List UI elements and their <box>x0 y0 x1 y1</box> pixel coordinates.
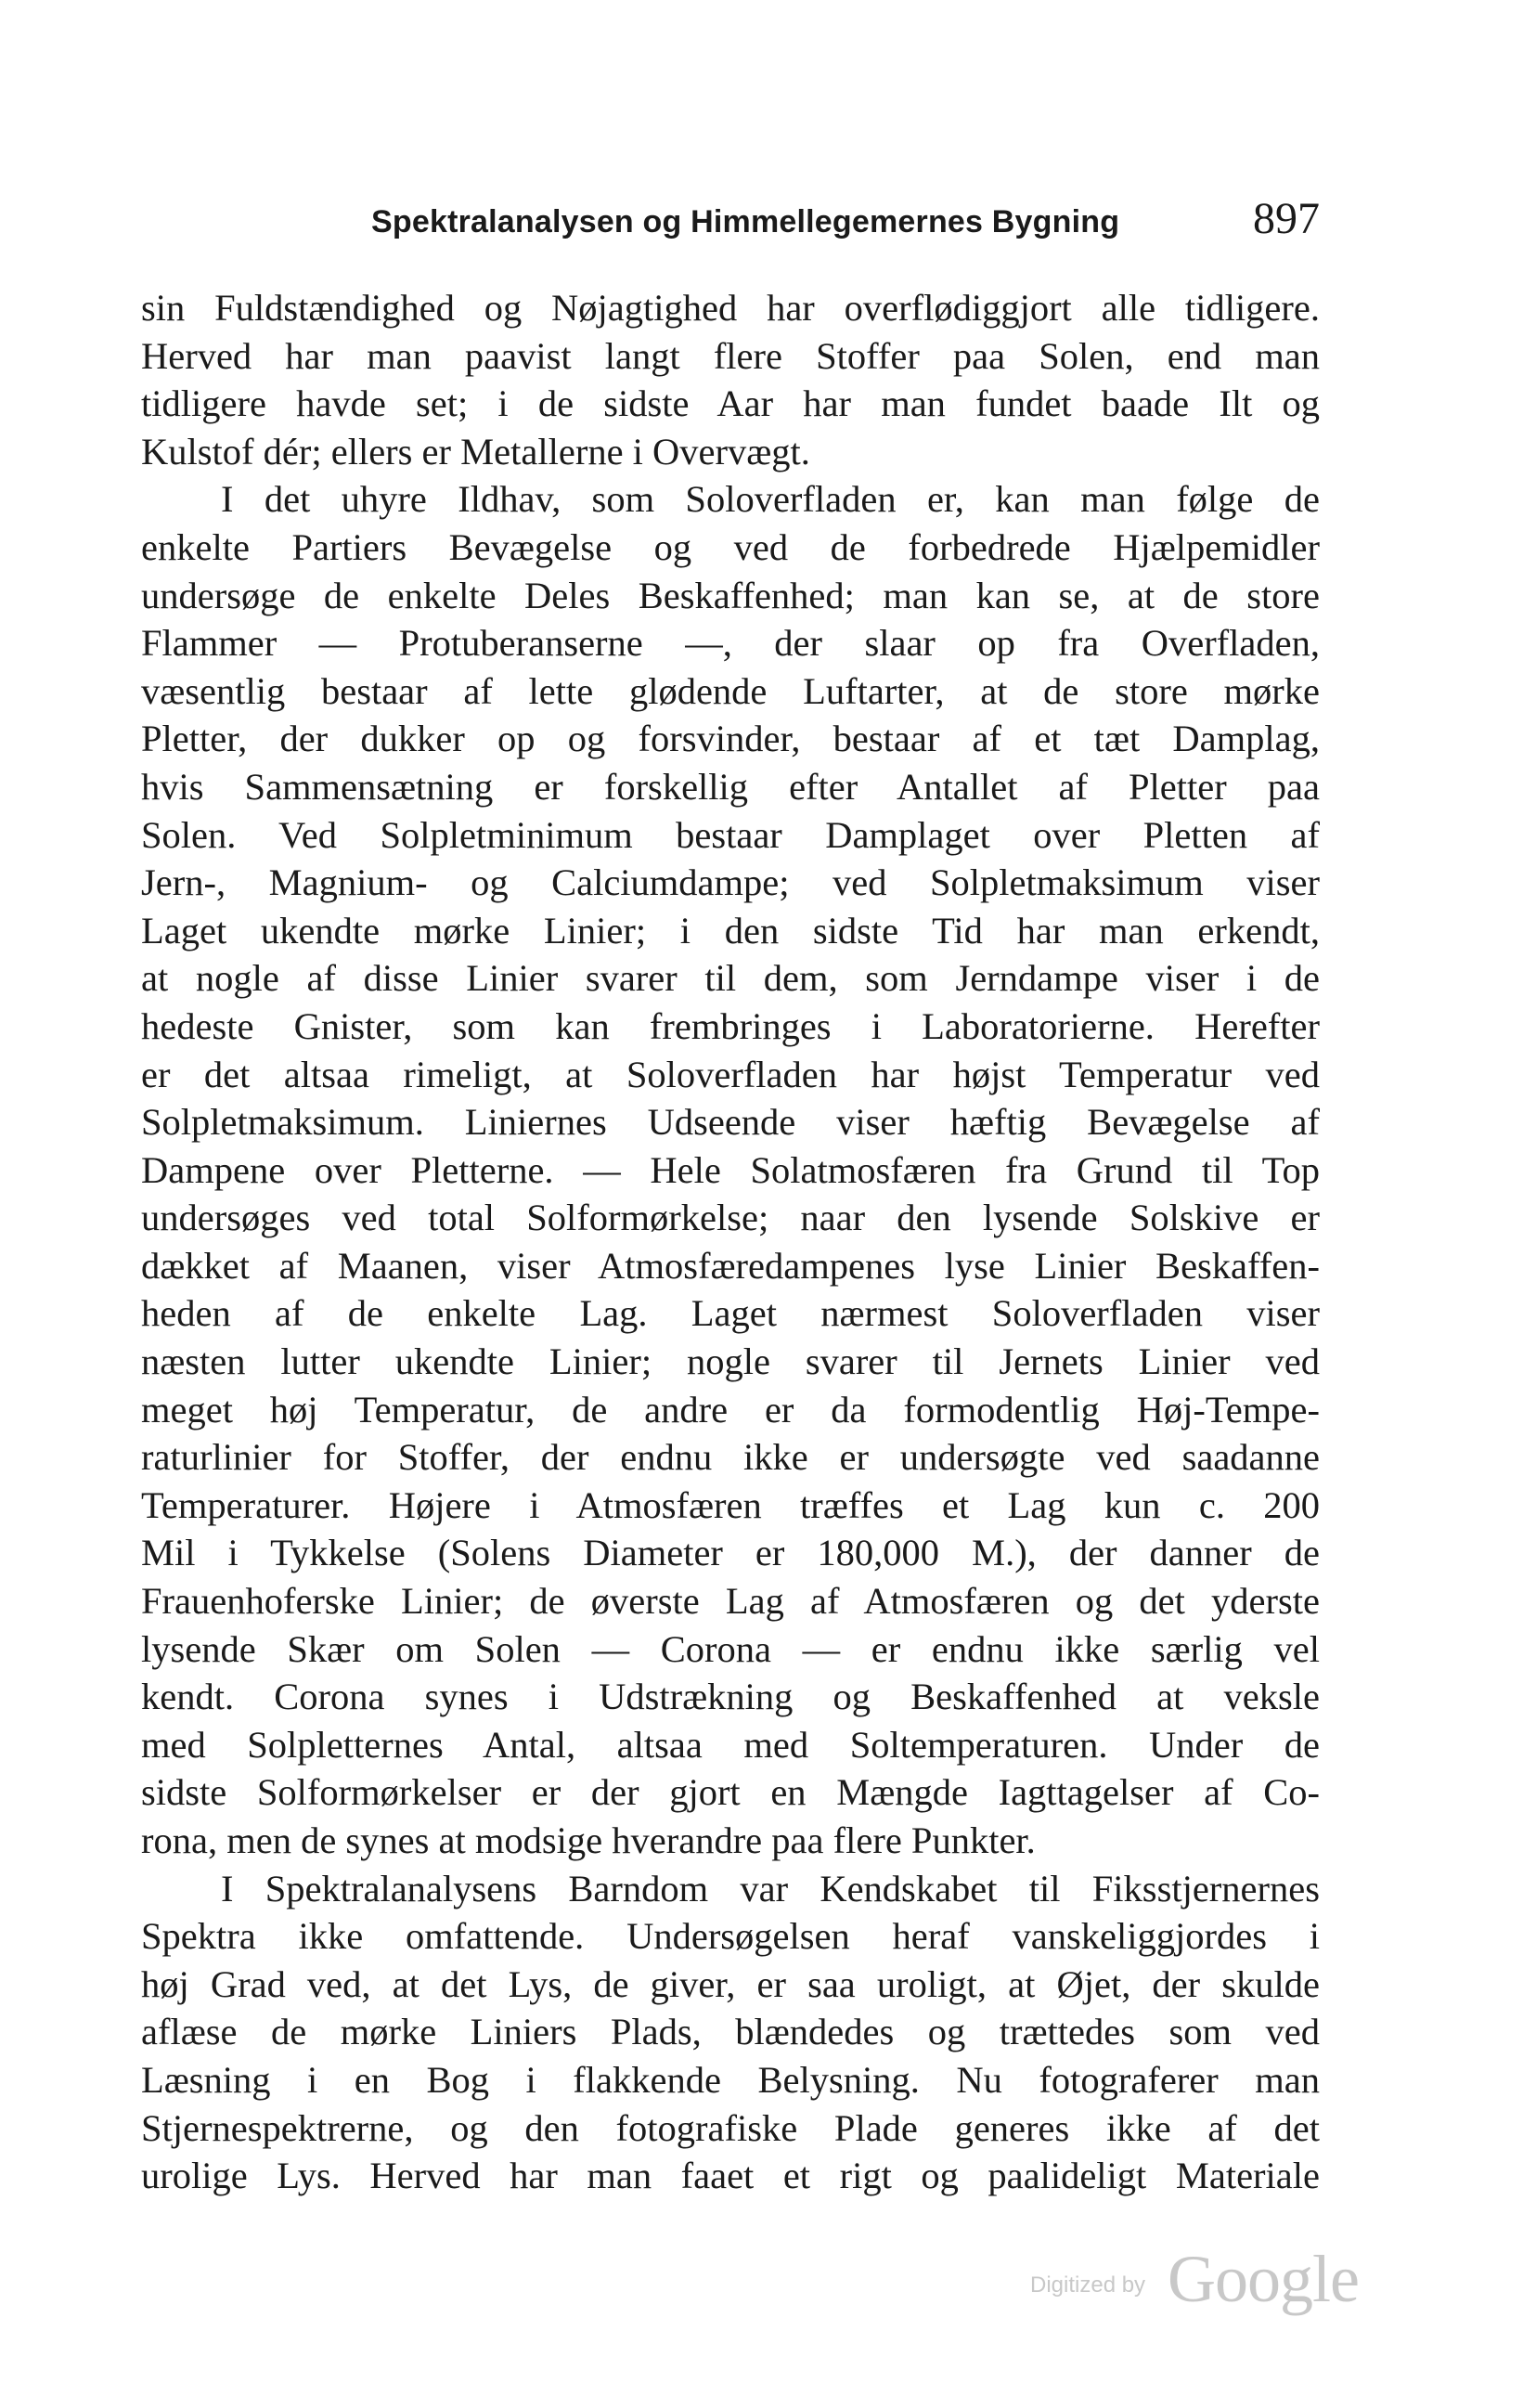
text-line: Solpletmaksimum. Liniernes Udseende viser hæftig Bevægelse af <box>141 1101 1320 1144</box>
text-line: Pletter, der dukker op og forsvinder, bestaar af et tæt Damplag, <box>141 718 1320 760</box>
running-title: Spektralanalysen og Himmellegemernes Bygning <box>371 204 1120 240</box>
text-line: hvis Sammensætning er forskellig efter Antallet af Pletter paa <box>141 765 1320 808</box>
text-line: Kulstof dér; ellers er Metallerne i Overvægt. <box>141 430 810 473</box>
text-line: væsentlig bestaar af lette glødende Luftarter, at de store mørke <box>141 669 1320 712</box>
text-line: kendt. Corona synes i Udstrækning og Beskaffenhed at veksle <box>141 1676 1320 1718</box>
text-line: hedeste Gnister, som kan frembringes i Laboratorierne. Herefter <box>141 1004 1320 1047</box>
text-line: Dampene over Pletterne. — Hele Solatmosfæren fra Grund til Top <box>141 1148 1320 1191</box>
text-line: sin Fuldstændighed og Nøjagtighed har overflødiggjort alle tidligere. <box>141 287 1320 329</box>
page-number: 897 <box>1253 194 1320 243</box>
text-line: meget høj Temperatur, de andre er da formodentlig Høj-Tempe- <box>141 1388 1320 1431</box>
text-line: Mil i Tykkelse (Solens Diameter er 180,000 M.), der danner de <box>141 1532 1320 1574</box>
text-line: heden af de enkelte Lag. Laget nærmest Soloverfladen viser <box>141 1292 1320 1335</box>
text-line: høj Grad ved, at det Lys, de giver, er saa uroligt, at Øjet, der skulde <box>141 1962 1320 2005</box>
text-line: næsten lutter ukendte Linier; nogle svarer til Jernets Linier ved <box>141 1340 1320 1383</box>
text-line: Laget ukendte mørke Linier; i den sidste Tid har man erkendt, <box>141 909 1320 952</box>
text-line: tidligere havde set; i de sidste Aar har man fundet baade Ilt og <box>141 382 1320 425</box>
paragraph-3 <box>141 1865 1320 2200</box>
paragraph-2 <box>141 475 1320 1864</box>
text-line: Solen. Ved Solpletminimum bestaar Damplaget over Pletten af <box>141 813 1320 856</box>
text-line: urolige Lys. Herved har man faaet et rigt og paalideligt Materiale <box>141 2155 1320 2197</box>
text-line: lysende Skær om Solen — Corona — er endnu ikke særlig vel <box>141 1627 1320 1670</box>
google-logo: Google <box>1168 2242 1359 2316</box>
text-line: Stjernespektrerne, og den fotografiske Plade generes ikke af det <box>141 2106 1320 2149</box>
text-line: Frauenhoferske Linier; de øverste Lag af Atmosfæren og det yderste <box>141 1580 1320 1623</box>
text-line: Spektra ikke omfattende. Undersøgelsen heraf vanskeliggjordes i <box>141 1915 1320 1958</box>
text-line: raturlinier for Stoffer, der endnu ikke er undersøgte ved saadanne <box>141 1436 1320 1479</box>
text-line: Herved har man paavist langt flere Stoffer paa Solen, end man <box>141 334 1320 377</box>
running-head <box>371 193 1320 249</box>
body-text <box>141 284 1320 2200</box>
paragraph-1 <box>141 284 1320 475</box>
text-line: Jern-, Magnium- og Calciumdampe; ved Solpletmaksimum viser <box>141 861 1320 904</box>
text-line: sidste Solformørkelser er der gjort en Mængde Iagttagelser af Co- <box>141 1771 1320 1814</box>
text-line: Flammer — Protuberanserne —, der slaar op fra Overfladen, <box>141 622 1320 665</box>
digitized-by-watermark <box>1030 2242 1359 2316</box>
digitized-by-label: Digitized by <box>1030 2272 1146 2298</box>
text-line: aflæse de mørke Liniers Plads, blændedes og trættedes som ved <box>141 2011 1320 2053</box>
text-line: rona, men de synes at modsige hverandre paa flere Punkter. <box>141 1819 1036 1861</box>
text-line: I Spektralanalysens Barndom var Kendskabet til Fiksstjernernes <box>221 1867 1320 1910</box>
text-line: undersøge de enkelte Deles Beskaffenhed; man kan se, at de store <box>141 574 1320 616</box>
text-line: undersøges ved total Solformørkelse; naar den lysende Solskive er <box>141 1197 1320 1239</box>
text-line: I det uhyre Ildhav, som Soloverfladen er, kan man følge de <box>221 478 1320 521</box>
text-line: er det altsaa rimeligt, at Soloverfladen har højst Temperatur ved <box>141 1053 1320 1095</box>
text-line: Temperaturer. Højere i Atmosfæren træffes et Lag kun c. 200 <box>141 1483 1320 1526</box>
text-line: dækket af Maanen, viser Atmosfæredampenes lyse Linier Beskaffen- <box>141 1244 1320 1287</box>
text-line: at nogle af disse Linier svarer til dem, som Jerndampe viser i de <box>141 957 1320 1000</box>
text-line: Læsning i en Bog i flakkende Belysning. Nu fotograferer man <box>141 2058 1320 2101</box>
text-line: med Solpletternes Antal, altsaa med Soltemperaturen. Under de <box>141 1723 1320 1766</box>
text-line: enkelte Partiers Bevægelse og ved de forbedrede Hjælpemidler <box>141 525 1320 568</box>
